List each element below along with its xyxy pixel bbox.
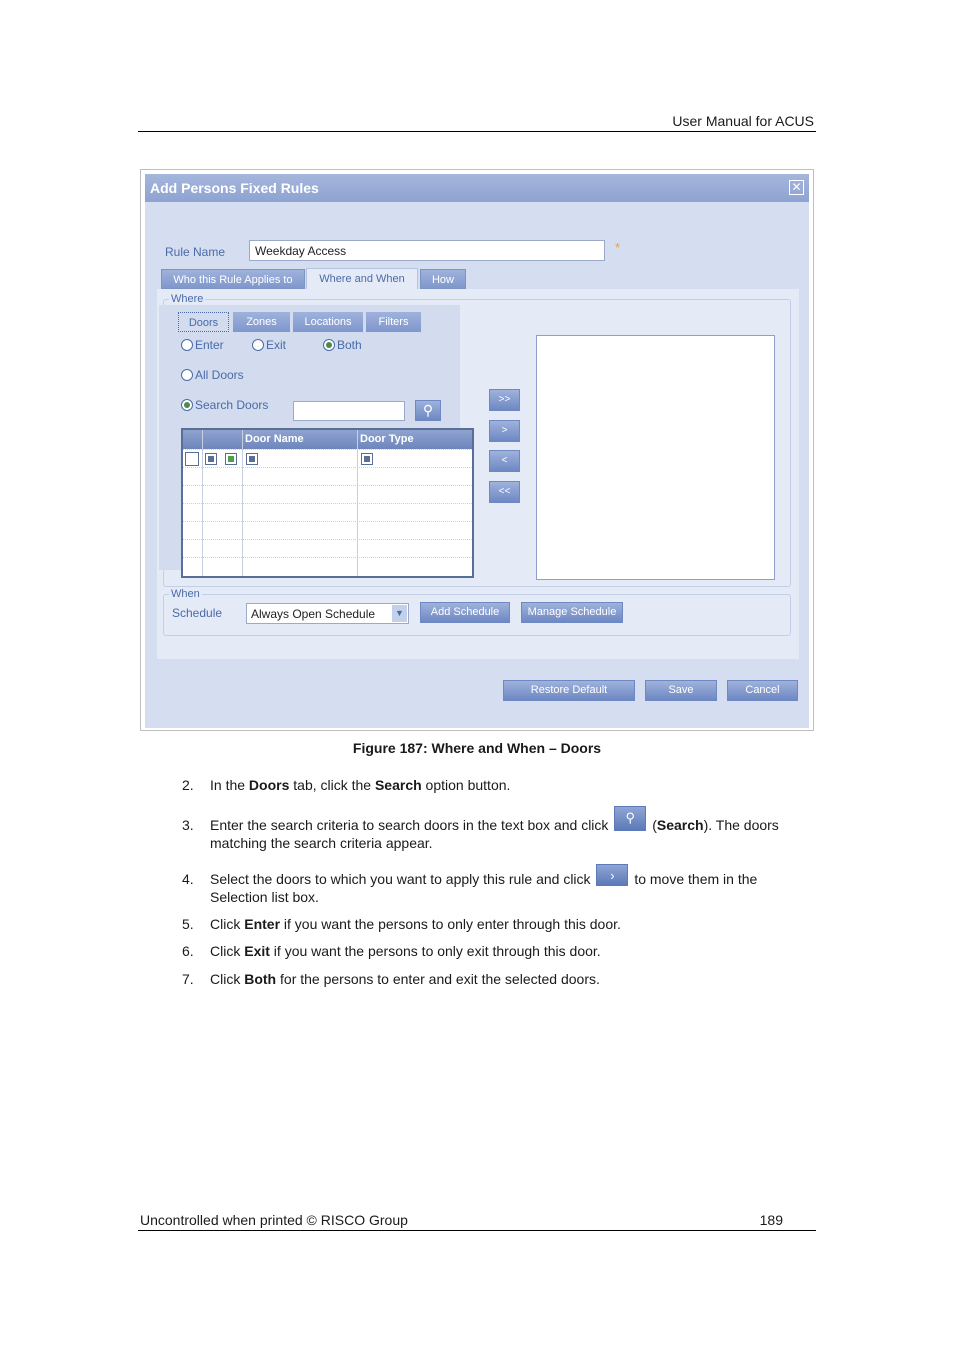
manage-schedule-button[interactable]: Manage Schedule [521,602,623,623]
step-text: Enter the search criteria to search doors in the text box and click ⚲ (Search). The doors matching the search criteria appear. [210,816,800,852]
bold-run: Both [244,971,277,987]
radio-enter-circle[interactable] [181,339,193,351]
search-icon: ⚲ [422,402,434,418]
add-rule-dialog [145,174,809,728]
text-run: . The doors matching the search criteria appear. [210,817,779,851]
radio-both-circle[interactable] [323,339,335,351]
save-button[interactable]: Save [645,680,717,701]
step-text [210,970,810,988]
radio-enter-label: Enter [195,338,224,352]
move-all-right-button[interactable]: >> [489,389,520,411]
text-run: if you want the persons to only enter through this door. [280,916,621,932]
required-mark: * [615,240,621,255]
radio-all-doors-label: All Doors [195,368,244,382]
move-left-button[interactable]: < [489,450,520,472]
chevron-right-icon: › [596,864,628,886]
grid-row-line [183,521,472,522]
text-run: option button. [421,777,511,793]
text-run: tab, click the [289,777,375,793]
select-all-checkbox[interactable] [185,452,199,466]
where-legend: Where [171,293,204,305]
grid-header [183,430,472,449]
page-number: 189 [759,1212,783,1228]
figure-caption: Figure 187: Where and When – Doors [352,740,602,756]
grid-row-line [183,485,472,486]
rule-name-label: Rule Name [165,245,226,259]
radio-enter[interactable] [181,338,224,352]
document-title: User Manual for ACUS [672,113,814,129]
door-type-filter[interactable] [361,453,373,465]
bold-run: Search [374,777,422,793]
dialog-titlebar [145,174,809,202]
text-run: Click [210,916,245,932]
filter-checkbox[interactable] [205,453,217,465]
bold-run: Enter [244,916,281,932]
grid-row-line [183,449,472,450]
radio-search-doors-label: Search Doors [195,398,269,412]
step-number: 7. [182,971,194,987]
schedule-label: Schedule [172,606,223,620]
subtab-doors[interactable]: Doors [178,312,229,332]
text-run: In the [210,777,249,793]
when-legend: When [171,588,200,600]
step-number: 4. [182,871,194,887]
filter-checkbox-active[interactable] [225,453,237,465]
radio-search-doors[interactable] [181,398,268,412]
search-icon: ⚲ [614,806,646,831]
bold-run: Exit [244,943,270,959]
grid-row-line [183,539,472,540]
footer-copyright: Uncontrolled when printed © RISCO Group [140,1212,408,1228]
cancel-button[interactable]: Cancel [727,680,798,701]
chevron-down-icon[interactable]: ▼ [392,605,407,622]
schedule-select[interactable] [246,603,409,624]
tab-who[interactable]: Who this Rule Applies to [161,269,305,289]
figure-screenshot [140,169,814,731]
search-doors-input[interactable] [293,401,405,421]
text-run: Enter the search criteria to search doors in the text box and click [210,817,613,833]
text-run: if you want the persons to only exit through this door. [269,943,601,959]
text-run: Select the doors to which you want to apply this rule and click [210,871,595,887]
tab-how[interactable]: How [420,269,466,289]
grid-row-line [183,467,472,468]
selection-list-box[interactable] [536,335,775,580]
subtab-zones[interactable]: Zones [233,312,290,332]
search-button[interactable] [415,400,441,421]
radio-both[interactable] [323,338,362,352]
bold-run: Doors [248,777,290,793]
radio-all-doors[interactable] [181,368,244,382]
radio-exit[interactable] [252,338,286,352]
tab-where-when[interactable]: Where and When [306,268,418,290]
move-all-left-button[interactable]: << [489,481,520,503]
restore-default-button[interactable]: Restore Default [503,680,635,701]
door-name-filter[interactable] [246,453,258,465]
text-run: to move them in the Selection list box. [210,871,758,905]
radio-exit-circle[interactable] [252,339,264,351]
step-text [210,776,810,794]
add-schedule-button[interactable]: Add Schedule [420,602,510,623]
dialog-title: Add Persons Fixed Rules [150,180,319,196]
step-number: 3. [182,817,194,833]
radio-search-doors-circle[interactable] [181,399,193,411]
step-text [210,942,810,960]
text-run: Click [210,943,245,959]
page-footer [138,1210,816,1231]
text-run: Click [210,971,245,987]
radio-both-label: Both [337,338,362,352]
step-text [210,915,810,933]
subtab-filters[interactable]: Filters [366,312,421,332]
move-right-button[interactable]: > [489,420,520,442]
column-door-type: Door Type [360,433,414,445]
grid-row-line [183,557,472,558]
schedule-value: Always Open Schedule [251,607,376,621]
page-header [138,112,816,132]
step-number: 6. [182,943,194,959]
radio-all-doors-circle[interactable] [181,369,193,381]
column-door-name: Door Name [245,433,304,445]
step-number: 5. [182,916,194,932]
radio-exit-label: Exit [266,338,287,352]
text-run: for the persons to enter and exit the selected doors. [276,971,600,987]
rule-name-input[interactable]: Weekday Access [249,240,605,261]
step-number: 2. [182,777,194,793]
bold-run: Search [656,817,704,833]
close-icon[interactable]: ✕ [789,180,804,195]
grid-row-line [183,503,472,504]
subtab-locations[interactable]: Locations [293,312,363,332]
step-text [210,870,800,906]
doors-grid [181,428,474,578]
